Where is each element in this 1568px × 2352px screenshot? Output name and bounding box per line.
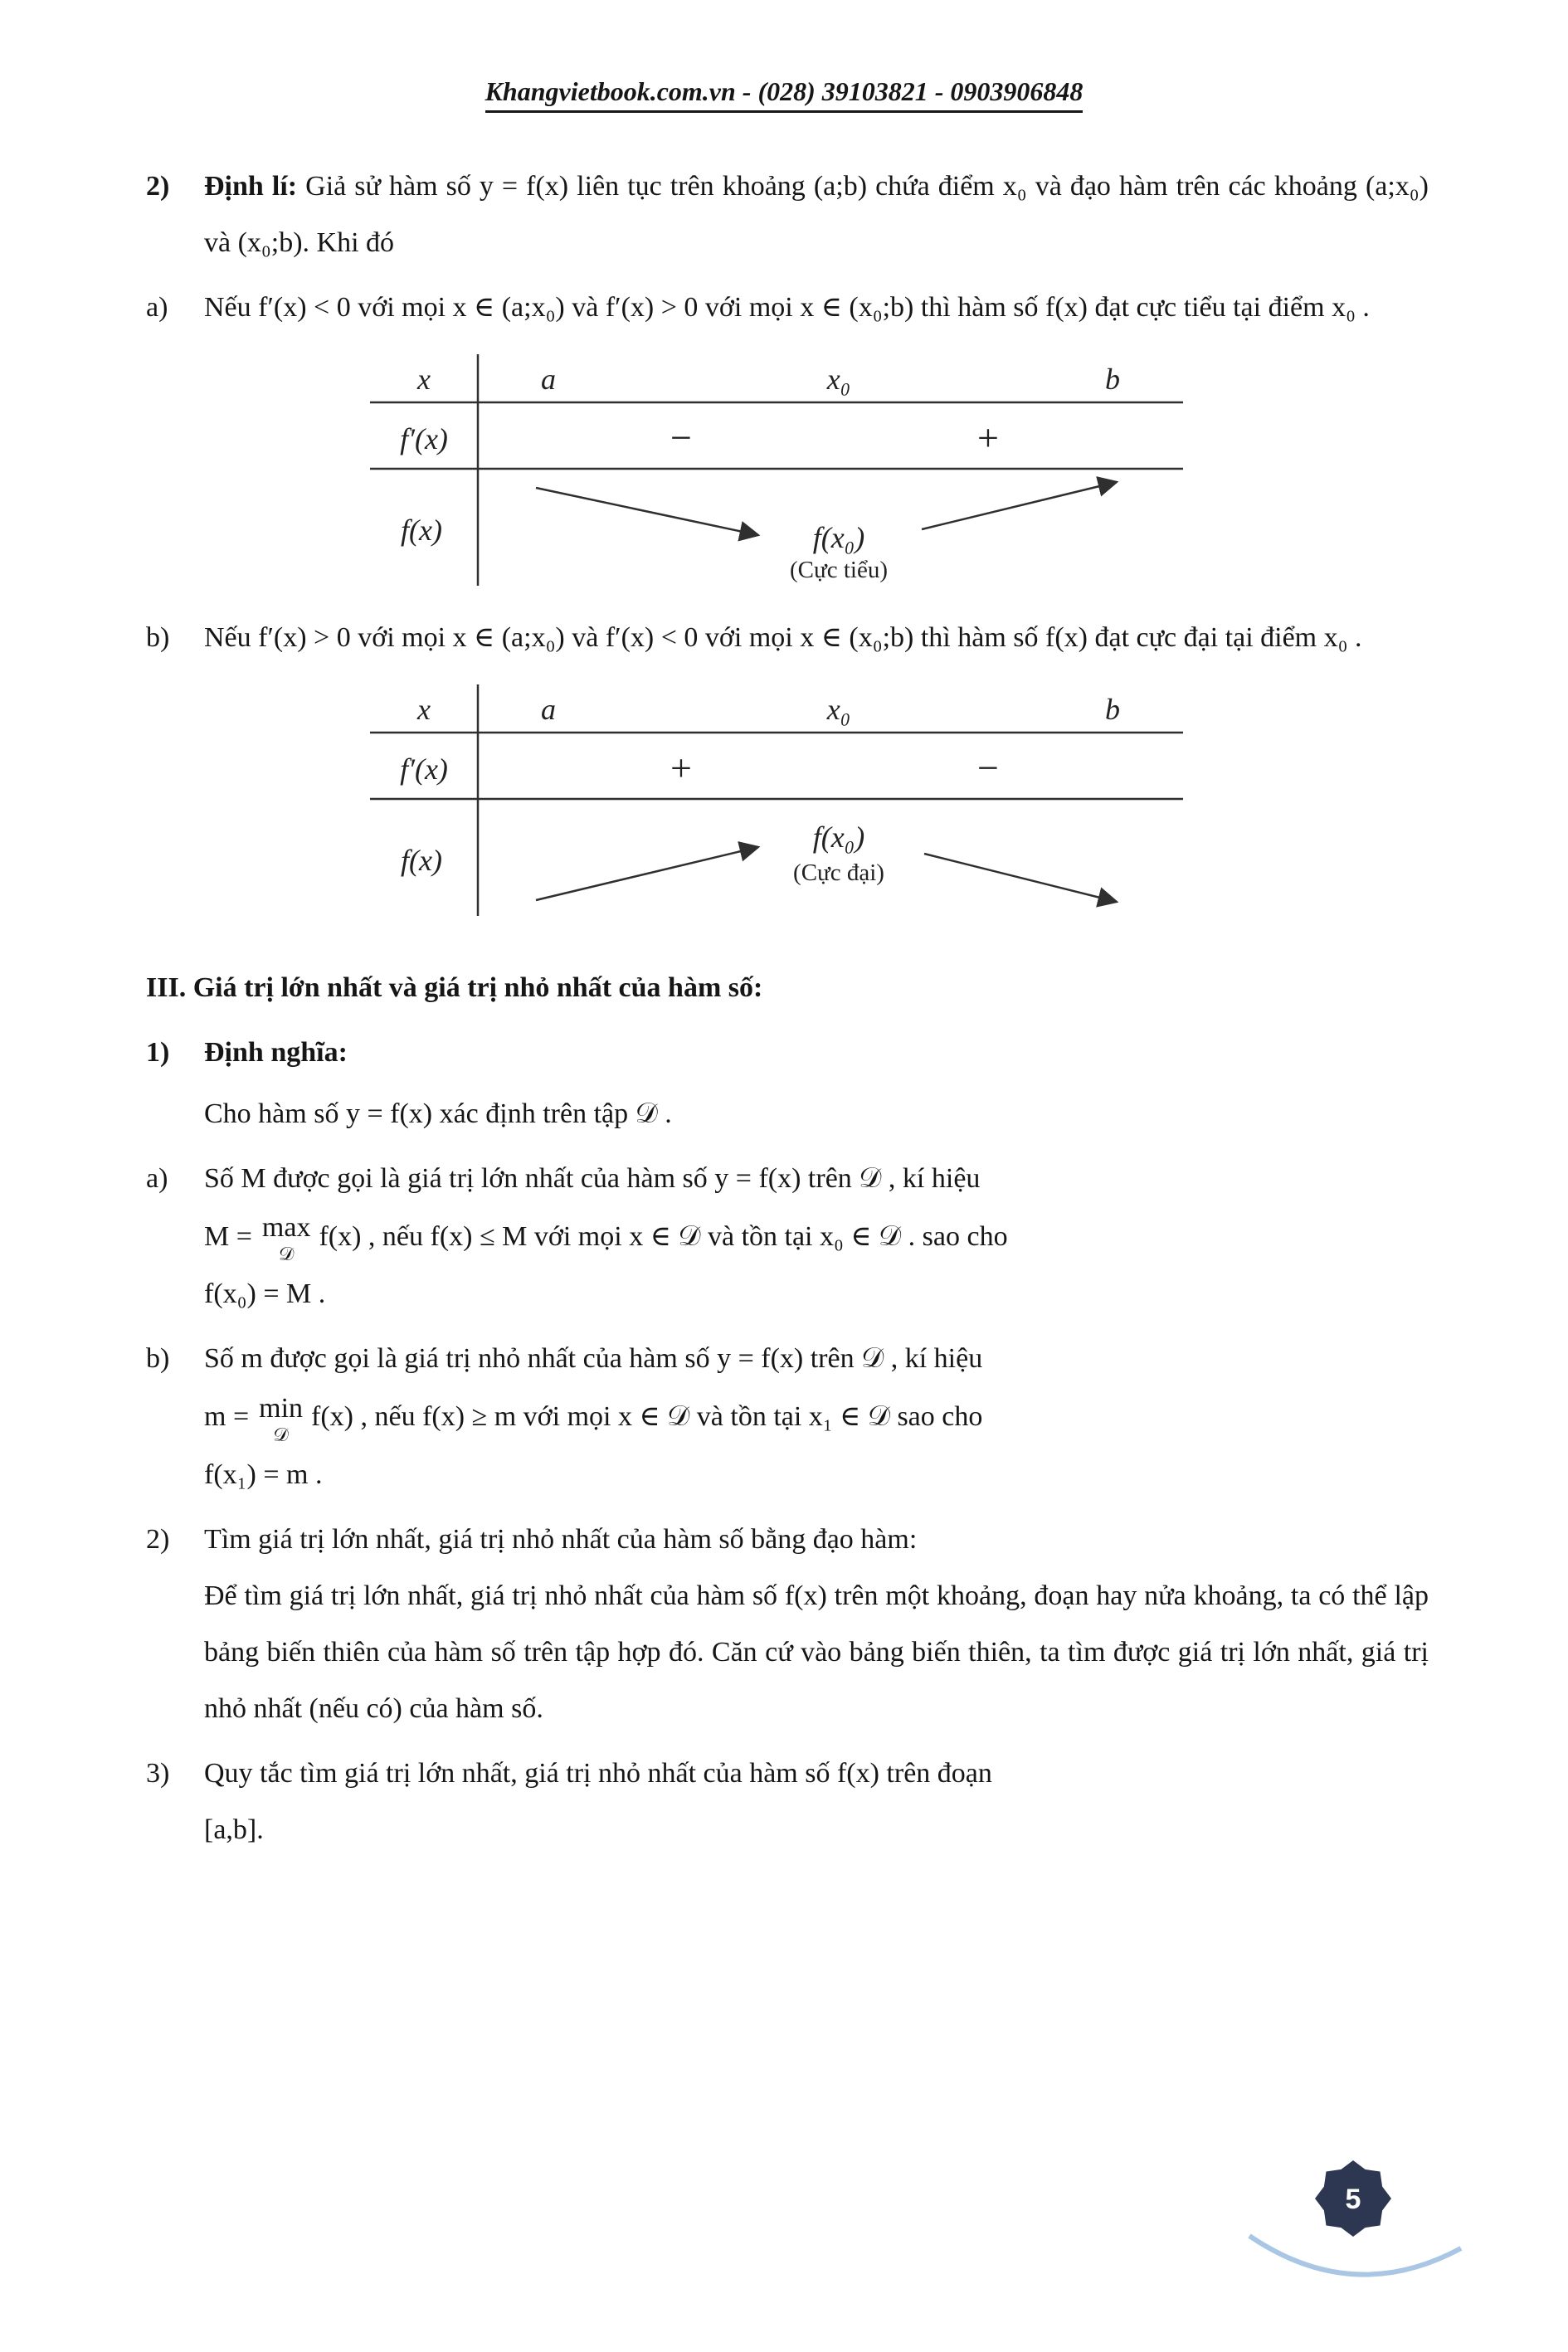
method-marker: 2)	[146, 1523, 170, 1555]
section-3-title: III. Giá trị lớn nhất và giá trị nhỏ nhất của hàm số:	[146, 972, 763, 1003]
method-body: Để tìm giá trị lớn nhất, giá trị nhỏ nhất của hàm số f(x) trên một khoảng, đoạn hay nửa khoảng, ta có thể lập bảng biến thiên của hàm số trên tập hợp đó. Căn cứ vào bảng biến thiên, ta tìm được giá trị lớn nhất, giá trị nhỏ nhất (nếu có) của hàm số.	[204, 1580, 1429, 1724]
table-min-extreme-note: (Cực tiểu)	[790, 557, 888, 583]
formula-lhs: M =	[204, 1221, 252, 1252]
table-min-row-f: f(x)	[401, 514, 442, 547]
table-min-row-fprime: f′(x)	[400, 422, 448, 455]
theorem-item-b	[146, 610, 1429, 666]
formula-rhs: f(x) , nếu f(x) ≥ m với mọi x ∈ 𝒟 và tồn tại x₁ ∈ 𝒟 sao cho	[311, 1401, 983, 1433]
formula-lhs: m =	[204, 1401, 250, 1433]
table-max-extreme-value: f(x₀)	[812, 821, 865, 854]
theorem-block	[146, 158, 1429, 271]
rule-block	[146, 1746, 1429, 1858]
variation-table-min	[370, 351, 1429, 595]
table-max-extreme-note: (Cực đại)	[793, 859, 884, 886]
table-max-row-f: f(x)	[401, 844, 442, 877]
table-min-sign-left: −	[670, 416, 692, 459]
theorem-item-a-text: Nếu f′(x) < 0 với mọi x ∈ (a;x₀) và f′(x) > 0 với mọi x ∈ (x₀;b) thì hàm số f(x) đạt cực tiểu tại điểm x₀ .	[204, 292, 1370, 323]
definition-intro: Cho hàm số y = f(x) xác định trên tập 𝒟 .	[204, 1098, 672, 1129]
operator-subscript: 𝒟	[279, 1244, 295, 1265]
table-max-col-a: a	[541, 693, 556, 726]
page-header	[0, 0, 1568, 107]
definition-item-a-marker: a)	[146, 1163, 168, 1194]
rule-marker: 3)	[146, 1757, 170, 1789]
max-operator	[262, 1214, 311, 1264]
operator-word: min	[259, 1392, 304, 1424]
definition-item-a-line1: Số M được gọi là giá trị lớn nhất của hàm số y = f(x) trên 𝒟 , kí hiệu	[204, 1163, 981, 1194]
theorem-marker: 2)	[146, 171, 170, 202]
theorem-item-b-marker: b)	[146, 622, 170, 653]
table-min-col-b: b	[1105, 363, 1120, 396]
variation-table-max	[370, 681, 1429, 925]
arrow-increasing	[922, 482, 1117, 529]
table-max-sign-right: −	[977, 747, 999, 789]
definition-item-a-line3: f(x₀) = M .	[204, 1278, 326, 1310]
definition-item-b-line3: f(x₁) = m .	[204, 1458, 323, 1490]
definition-item-b-marker: b)	[146, 1343, 170, 1375]
page-number-badge	[1315, 2160, 1391, 2237]
definition-label: Định nghĩa:	[204, 1037, 348, 1068]
table-min-col-x0: x₀	[826, 363, 851, 396]
arrow-decreasing	[536, 488, 758, 535]
theorem-label: Định lí:	[204, 171, 298, 202]
definition-item-b-formula	[204, 1387, 1429, 1446]
theorem-text: Giả sử hàm số y = f(x) liên tục trên khoảng (a;b) chứa điểm x₀ và đạo hàm trên các khoảng (a;x₀) và (x₀;b). Khi đó	[204, 171, 1429, 258]
formula-rhs: f(x) , nếu f(x) ≤ M với mọi x ∈ 𝒟 và tồn tại x₀ ∈ 𝒟 . sao cho	[319, 1221, 1008, 1252]
theorem-item-a	[146, 280, 1429, 336]
table-min-col-a: a	[541, 363, 556, 396]
operator-subscript: 𝒟	[273, 1424, 289, 1445]
arrow-increasing	[536, 847, 758, 900]
table-min-col-x: x	[417, 363, 431, 396]
table-max-col-x0: x₀	[826, 693, 851, 726]
definition-item-a-formula	[204, 1207, 1429, 1266]
arrow-decreasing	[924, 854, 1117, 902]
definition-item-b-line1: Số m được gọi là giá trị nhỏ nhất của hàm số y = f(x) trên 𝒟 , kí hiệu	[204, 1343, 983, 1375]
operator-word: max	[261, 1212, 311, 1244]
rule-interval: [a,b].	[204, 1814, 264, 1845]
definition-heading	[146, 1025, 1429, 1081]
min-operator	[259, 1392, 304, 1445]
page-content	[0, 107, 1568, 1858]
rule-text: Quy tắc tìm giá trị lớn nhất, giá trị nhỏ nhất của hàm số f(x) trên đoạn	[204, 1757, 992, 1789]
definition-item-a	[146, 1151, 1429, 1322]
page-footer-decoration	[1225, 2111, 1490, 2319]
definition-marker: 1)	[146, 1037, 170, 1068]
decorative-swoosh	[1249, 2236, 1461, 2275]
table-max-sign-left: +	[670, 747, 692, 789]
page-number: 5	[1345, 2184, 1361, 2215]
header-text: Khangvietbook.com.vn - (028) 39103821 - 0903906848	[485, 76, 1083, 113]
table-max-row-fprime: f′(x)	[400, 752, 448, 786]
table-max-col-x: x	[417, 693, 431, 726]
theorem-item-a-marker: a)	[146, 292, 168, 323]
theorem-item-b-text: Nếu f′(x) > 0 với mọi x ∈ (a;x₀) và f′(x) < 0 với mọi x ∈ (x₀;b) thì hàm số f(x) đạt cực đại tại điểm x₀ .	[204, 622, 1362, 653]
table-min-sign-right: +	[977, 416, 999, 459]
definition-item-b	[146, 1331, 1429, 1502]
method-block	[146, 1512, 1429, 1737]
table-max-col-b: b	[1105, 693, 1120, 726]
method-title: Tìm giá trị lớn nhất, giá trị nhỏ nhất của hàm số bằng đạo hàm:	[204, 1523, 918, 1555]
table-min-extreme-value: f(x₀)	[812, 521, 865, 554]
